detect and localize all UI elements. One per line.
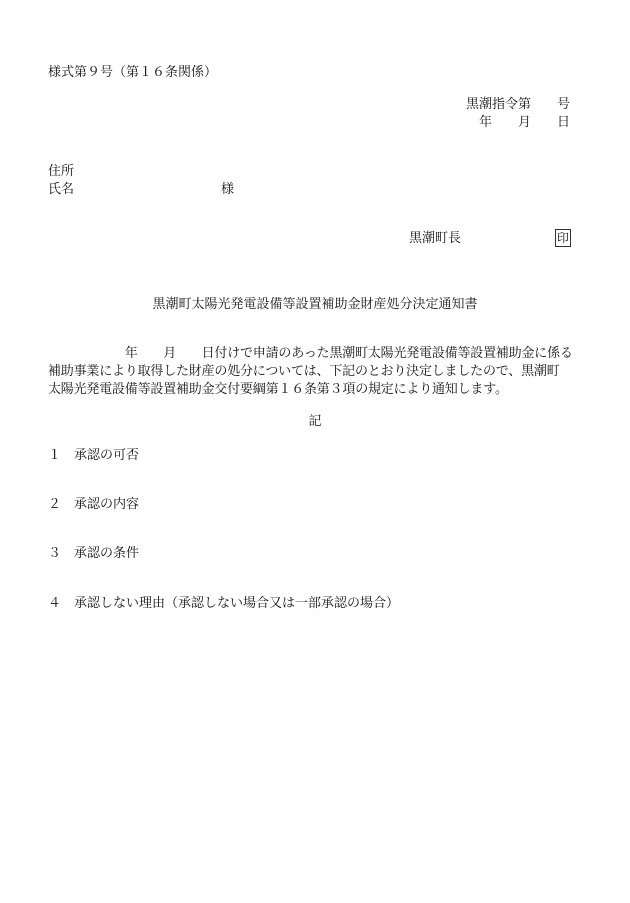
issue-date: 年 月 日	[478, 115, 570, 130]
recipient-name-label: 氏名	[48, 182, 75, 197]
list-item	[48, 447, 139, 465]
notice-body-line: 太陽光発電設備等設置補助金交付要綱第１６条第３項の規定により通知します。	[48, 382, 508, 397]
notice-body	[48, 345, 582, 399]
item-number: ３	[48, 546, 62, 561]
form-number: 様式第９号（第１６条関係）	[48, 65, 218, 80]
item-number: １	[48, 448, 62, 463]
issuer-title: 黒潮町長	[409, 231, 462, 246]
list-item	[48, 595, 399, 613]
list-item	[48, 496, 139, 514]
item-label: 承認の内容	[74, 497, 140, 512]
notice-body-line: 年 月 日付けで申請のあった黒潮町太陽光発電設備等設置補助金に係る	[48, 346, 573, 361]
item-number: ４	[48, 596, 62, 611]
item-label: 承認の可否	[74, 448, 140, 463]
seal-mark: 印	[556, 231, 569, 245]
recipient-honorific: 様	[221, 182, 235, 197]
recipient-address-label: 住所	[48, 164, 75, 179]
item-label: 承認しない理由（承認しない場合又は一部承認の場合）	[74, 596, 400, 611]
notice-body-line: 補助事業により取得した財産の処分については、下記のとおり決定しましたので、黒潮町	[48, 364, 560, 379]
list-item	[48, 545, 139, 563]
reference-number: 黒潮指令第 号	[465, 97, 570, 112]
item-label: 承認の条件	[74, 546, 140, 561]
item-number: ２	[48, 497, 62, 512]
document-title: 黒潮町太陽光発電設備等設置補助金財産処分決定通知書	[152, 297, 478, 312]
ki-heading: 記	[308, 414, 322, 429]
